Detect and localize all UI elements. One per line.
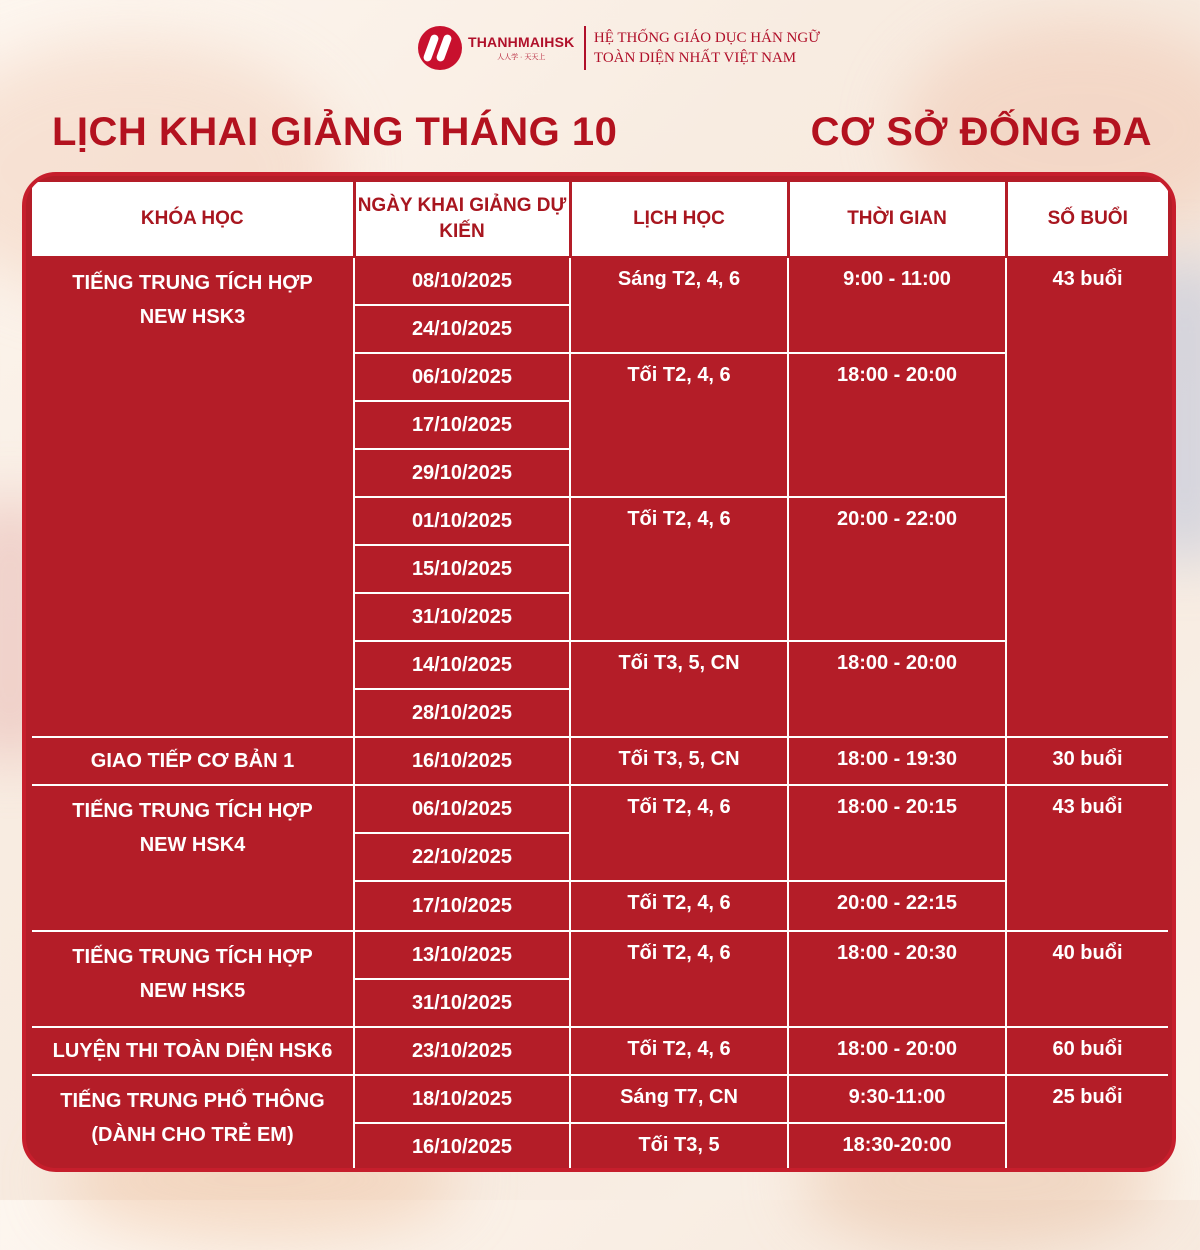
time-cell: 20:00 - 22:00 — [788, 497, 1006, 641]
start-date-cell: 15/10/2025 — [354, 545, 570, 593]
start-date-cell: 22/10/2025 — [354, 833, 570, 881]
header-course: KHÓA HỌC — [32, 181, 354, 257]
start-date-cell: 16/10/2025 — [354, 1123, 570, 1171]
sessions-cell: 40 buổi — [1006, 931, 1168, 1027]
schedule-cell: Tối T3, 5, CN — [570, 641, 788, 737]
schedule-cell: Sáng T2, 4, 6 — [570, 257, 788, 353]
brand-text — [468, 34, 574, 62]
campus-title: CƠ SỞ ĐỐNG ĐA — [810, 110, 1152, 154]
table-row — [32, 785, 1168, 833]
brand-logo — [418, 26, 820, 70]
time-cell: 18:00 - 20:30 — [788, 931, 1006, 1027]
table-row — [32, 257, 1168, 305]
header-sessions: SỐ BUỔI — [1006, 181, 1168, 257]
schedule-table — [32, 180, 1168, 1172]
schedule-cell: Tối T2, 4, 6 — [570, 497, 788, 641]
schedule-cell: Tối T2, 4, 6 — [570, 931, 788, 1027]
course-name-cell — [32, 785, 354, 931]
start-date-cell: 29/10/2025 — [354, 449, 570, 497]
schedule-cell: Tối T2, 4, 6 — [570, 1027, 788, 1075]
start-date-cell: 18/10/2025 — [354, 1075, 570, 1123]
brand-name: THANHMAIHSK — [468, 34, 575, 50]
start-date-cell: 31/10/2025 — [354, 593, 570, 641]
start-date-cell: 31/10/2025 — [354, 979, 570, 1027]
course-name-cell: LUYỆN THI TOÀN DIỆN HSK6 — [32, 1027, 354, 1075]
start-date-cell: 28/10/2025 — [354, 689, 570, 737]
course-name-line: NEW HSK5 — [139, 980, 246, 1002]
time-cell: 18:30-20:00 — [788, 1123, 1006, 1171]
course-name-line: TIẾNG TRUNG TÍCH HỢP — [72, 272, 313, 294]
course-name-line: TIẾNG TRUNG PHỔ THÔNG — [60, 1090, 325, 1112]
sessions-cell: 43 buổi — [1006, 257, 1168, 737]
course-name-line: NEW HSK4 — [139, 834, 246, 856]
tagline — [594, 28, 820, 68]
course-name-line: TIẾNG TRUNG TÍCH HỢP — [72, 946, 313, 968]
tagline-line-1: HỆ THỐNG GIÁO DỤC HÁN NGỮ — [593, 30, 820, 46]
course-name-cell — [32, 257, 354, 737]
start-date-cell: 06/10/2025 — [354, 785, 570, 833]
sessions-cell: 60 buổi — [1006, 1027, 1168, 1075]
schedule-cell: Tối T3, 5 — [570, 1123, 788, 1171]
time-cell: 18:00 - 20:00 — [788, 641, 1006, 737]
time-cell: 9:30-11:00 — [788, 1075, 1006, 1123]
brand-slogan: 人人学 · 天天上 — [497, 54, 546, 61]
sessions-cell: 25 buổi — [1006, 1075, 1168, 1171]
schedule-cell: Sáng T7, CN — [570, 1075, 788, 1123]
start-date-cell: 08/10/2025 — [354, 257, 570, 305]
logo-divider — [584, 26, 586, 70]
course-name-line: TIẾNG TRUNG TÍCH HỢP — [72, 800, 313, 822]
table-row — [32, 1027, 1168, 1075]
logo-mark-icon — [418, 26, 462, 70]
header-time: THỜI GIAN — [788, 181, 1006, 257]
start-date-cell: 14/10/2025 — [354, 641, 570, 689]
course-name-cell: GIAO TIẾP CƠ BẢN 1 — [32, 737, 354, 785]
start-date-cell: 13/10/2025 — [354, 931, 570, 979]
course-name-line: NEW HSK3 — [139, 306, 246, 328]
time-cell: 9:00 - 11:00 — [788, 257, 1006, 353]
table-row — [32, 737, 1168, 785]
start-date-cell: 16/10/2025 — [354, 737, 570, 785]
start-date-cell: 24/10/2025 — [354, 305, 570, 353]
course-name-cell — [32, 1075, 354, 1171]
course-name-cell — [32, 931, 354, 1027]
time-cell: 18:00 - 20:00 — [788, 353, 1006, 497]
time-cell: 18:00 - 20:00 — [788, 1027, 1006, 1075]
start-date-cell: 17/10/2025 — [354, 881, 570, 931]
start-date-cell: 17/10/2025 — [354, 401, 570, 449]
course-name-line: (DÀNH CHO TRẺ EM) — [91, 1124, 294, 1146]
header-start-date: NGÀY KHAI GIẢNG DỰ KIẾN — [354, 181, 570, 257]
header-schedule: LỊCH HỌC — [570, 181, 788, 257]
page-title: LỊCH KHAI GIẢNG THÁNG 10 — [52, 110, 618, 154]
tagline-line-2: TOÀN DIỆN NHẤT VIỆT NAM — [593, 50, 797, 66]
schedule-cell: Tối T3, 5, CN — [570, 737, 788, 785]
sessions-cell: 43 buổi — [1006, 785, 1168, 931]
schedule-cell: Tối T2, 4, 6 — [570, 353, 788, 497]
table-row — [32, 931, 1168, 979]
table-row — [32, 1075, 1168, 1123]
time-cell: 18:00 - 19:30 — [788, 737, 1006, 785]
schedule-board — [22, 172, 1176, 1172]
start-date-cell: 23/10/2025 — [354, 1027, 570, 1075]
start-date-cell: 01/10/2025 — [354, 497, 570, 545]
start-date-cell: 06/10/2025 — [354, 353, 570, 401]
schedule-cell: Tối T2, 4, 6 — [570, 785, 788, 881]
time-cell: 20:00 - 22:15 — [788, 881, 1006, 931]
table-header-row — [32, 181, 1168, 257]
schedule-cell: Tối T2, 4, 6 — [570, 881, 788, 931]
time-cell: 18:00 - 20:15 — [788, 785, 1006, 881]
sessions-cell: 30 buổi — [1006, 737, 1168, 785]
